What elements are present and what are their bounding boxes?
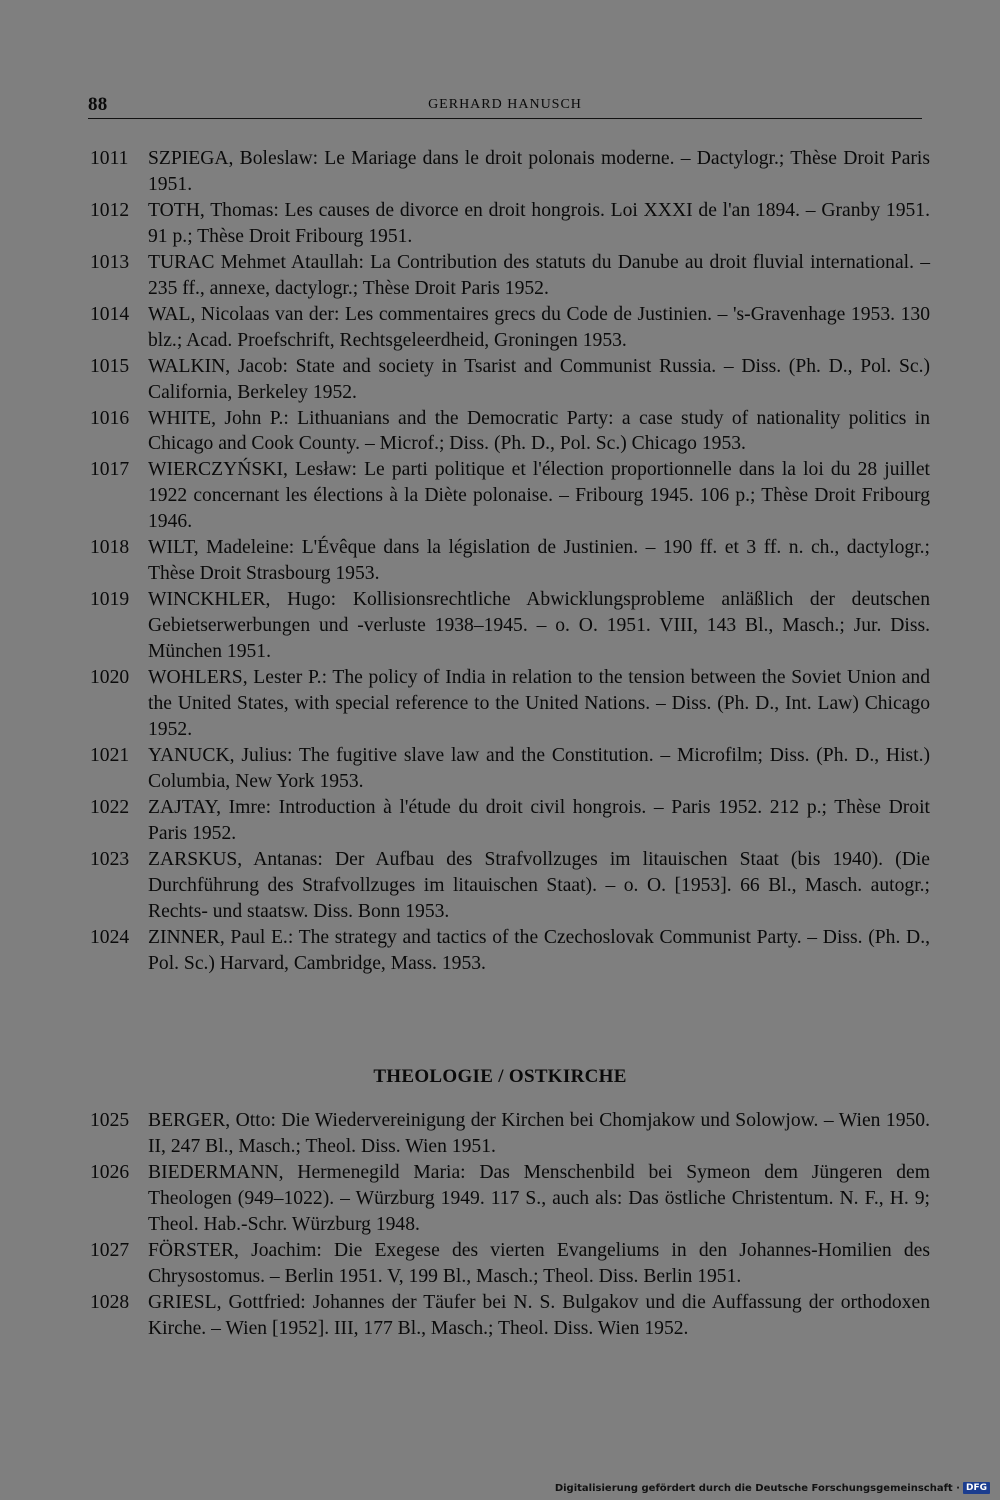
bibliography-entry — [90, 795, 930, 847]
entry-text: WHITE, John P.: Lithuanians and the Democratic Party: a case study of nationality politics in Chicago and Cook County. – Microf.; Diss. (Ph. D., Pol. Sc.) Chicago 1953. — [148, 407, 930, 455]
bibliography-entry — [90, 302, 930, 354]
entry-number: 1026 — [90, 1161, 130, 1183]
entry-text: WINCKHLER, Hugo: Kollisionsrechtliche Abwicklungsprobleme anläßlich der deutschen Gebietserwerbungen und -verluste 1938–1945. – o. O. 1951. VIII, 143 Bl., Masch.; Jur. Diss. München 1951. — [148, 589, 930, 663]
section-heading: THEOLOGIE / OSTKIRCHE — [373, 1066, 627, 1087]
entry-number: 1017 — [90, 459, 130, 481]
running-head: GERHARD HANUSCH — [428, 97, 582, 112]
footer-credit-text: Digitalisierung gefördert durch die Deutsche Forschungsgemeinschaft · — [554, 1482, 960, 1494]
entry-text: WIERCZYŃSKI, Lesław: Le parti politique et l'élection proportionnelle dans la loi du 28 juillet 1922 concernant les élections à la Diète polonaise. – Fribourg 1945. 106 p.; Thèse Droit Fribourg 1946. — [148, 459, 930, 533]
bibliography-list-theology — [90, 1108, 930, 1342]
entry-text: WAL, Nicolaas van der: Les commentaires grecs du Code de Justinien. – 's-Gravenhage 1953. 130 blz.; Acad. Proefschrift, Rechtsgeleerdheid, Groningen 1953. — [148, 303, 930, 351]
entry-number: 1028 — [90, 1291, 130, 1313]
bibliography-entry — [90, 1238, 930, 1290]
entry-number: 1011 — [90, 148, 129, 169]
bibliography-entry — [90, 354, 930, 406]
entry-text: ZAJTAY, Imre: Introduction à l'étude du droit civil hongrois. – Paris 1952. 212 p.; Thèse Droit Paris 1952. — [148, 796, 930, 844]
bibliography-entry — [90, 665, 930, 743]
bibliography-entry — [90, 198, 930, 250]
entry-text: BERGER, Otto: Die Wiedervereinigung der Kirchen bei Chomjakow und Solowjow. – Wien 1950. II, 247 Bl., Masch.; Theol. Diss. Wien 1951. — [148, 1110, 930, 1157]
bibliography-entry — [90, 847, 930, 925]
entry-text: WILT, Madeleine: L'Évêque dans la législation de Justinien. – 190 ff. et 3 ff. n. ch., dactylogr.; Thèse Droit Strasbourg 1953. — [148, 537, 930, 585]
entry-number: 1016 — [90, 407, 130, 429]
entry-text: ZARSKUS, Antanas: Der Aufbau des Strafvollzuges im litauischen Staat (bis 1940). (Die Durchführung des Strafvollzuges im litauischen Staat). – o. O. [1953]. 66 Bl., Masch. autogr.; Rechts- und staatsw. Diss. Bonn 1953. — [148, 848, 930, 922]
bibliography-entry — [90, 457, 930, 535]
dfg-logo: DFG — [963, 1482, 990, 1494]
entry-text: BIEDERMANN, Hermenegild Maria: Das Menschenbild bei Symeon dem Jüngeren dem Theologen (949–1022). – Würzburg 1949. 117 S., auch als: Das östliche Christentum. N. F., H. 9; Theol. Hab.-Schr. Würzburg 1948. — [148, 1161, 930, 1235]
entry-number: 1012 — [90, 199, 130, 221]
bibliography-entry — [90, 250, 930, 302]
bibliography-entry — [90, 1160, 930, 1238]
entry-number: 1014 — [90, 303, 130, 325]
entry-text: ZINNER, Paul E.: The strategy and tactics of the Czechoslovak Communist Party. – Diss. (Ph. D., Pol. Sc.) Harvard, Cambridge, Mass. 1953. — [148, 926, 930, 974]
entry-text: WALKIN, Jacob: State and society in Tsarist and Communist Russia. – Diss. (Ph. D., Pol. Sc.) California, Berkeley 1952. — [148, 355, 930, 403]
entry-number: 1022 — [90, 796, 130, 818]
bibliography-entry — [90, 1290, 930, 1342]
entry-text: TURAC Mehmet Ataullah: La Contribution des statuts du Danube au droit fluvial international. – 235 ff., annexe, dactylogr.; Thèse Droit Paris 1952. — [148, 251, 930, 299]
bibliography-list-law — [90, 146, 930, 977]
entry-number: 1019 — [90, 589, 130, 611]
page-number: 88 — [88, 94, 108, 115]
bibliography-entry — [90, 1108, 930, 1160]
bibliography-entry — [90, 535, 930, 587]
footer-credit — [555, 1482, 990, 1494]
entry-number: 1018 — [90, 537, 130, 559]
bibliography-entry — [90, 925, 930, 977]
entry-text: SZPIEGA, Boleslaw: Le Mariage dans le droit polonais moderne. – Dactylogr.; Thèse Droit Paris 1951. — [148, 148, 930, 195]
entry-text: FÖRSTER, Joachim: Die Exegese des vierten Evangeliums in den Johannes-Homilien des Chrysostomus. – Berlin 1951. V, 199 Bl., Masch.; Theol. Diss. Berlin 1951. — [148, 1239, 930, 1287]
entry-text: TOTH, Thomas: Les causes de divorce en droit hongrois. Loi XXXI de l'an 1894. – Granby 1951. 91 p.; Thèse Droit Fribourg 1951. — [148, 199, 930, 247]
entry-number: 1024 — [90, 926, 130, 948]
entry-number: 1025 — [90, 1110, 130, 1131]
bibliography-entry — [90, 146, 930, 198]
entry-text: WOHLERS, Lester P.: The policy of India in relation to the tension between the Soviet Union and the United States, with special reference to the United Nations. – Diss. (Ph. D., Int. Law) Chicago 1952. — [148, 667, 930, 740]
entry-number: 1027 — [90, 1239, 130, 1261]
entry-text: GRIESL, Gottfried: Johannes der Täufer bei N. S. Bulgakov und die Auffassung der orthodoxen Kirche. – Wien [1952]. III, 177 Bl., Masch.; Theol. Diss. Wien 1952. — [148, 1291, 930, 1339]
bibliography-entry — [90, 406, 930, 458]
page-header — [88, 96, 922, 119]
entry-text: YANUCK, Julius: The fugitive slave law and the Constitution. – Microfilm; Diss. (Ph. D., Hist.) Columbia, New York 1953. — [148, 744, 930, 792]
bibliography-entry — [90, 587, 930, 665]
entry-number: 1015 — [90, 355, 130, 377]
entry-number: 1013 — [90, 251, 130, 273]
entry-number: 1020 — [90, 667, 130, 689]
entry-number: 1023 — [90, 848, 130, 870]
entry-number: 1021 — [90, 744, 130, 766]
bibliography-entry — [90, 743, 930, 795]
